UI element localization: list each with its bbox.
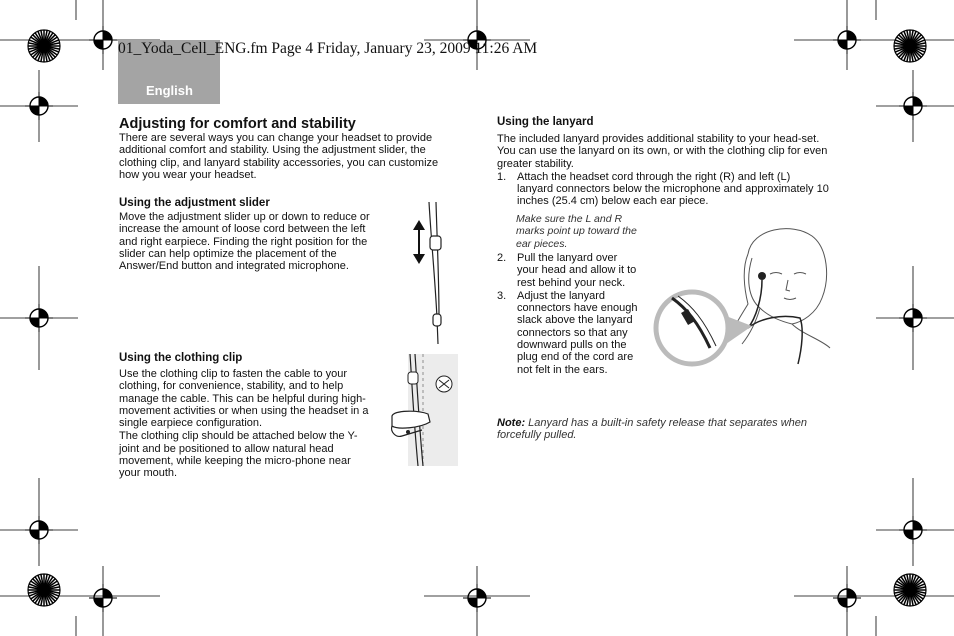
adjustment-slider-text: Move the adjustment slider up or down to reduce or increase the amount of loose cord between the left and right earpiece. Finding the right position for the slider can help optimize the placement of the Answer/End button and integrated microphone. — [119, 211, 370, 273]
lanyard-steps-continued — [497, 252, 639, 376]
note-label: Note: — [497, 417, 526, 429]
note-text: Lanyard has a built-in safety release that separates when forcefully pulled. — [497, 417, 808, 442]
clothing-clip-heading: Using the clothing clip — [119, 352, 243, 364]
adjustment-slider-heading: Using the adjustment slider — [119, 197, 270, 209]
lanyard-intro: The included lanyard provides additional stability to your head-set. You can use the lanyard on its own, or with the clothing clip for even greater stability. — [497, 133, 828, 170]
clothing-clip-illustration — [388, 354, 458, 466]
lanyard-hint: Make sure the L and R marks point up toward the ear pieces. — [516, 213, 637, 250]
note — [497, 417, 837, 442]
clothing-clip-section — [119, 352, 369, 480]
intro-paragraph: There are several ways you can change your headset to provide additional comfort and stability. Using the adjustment slider, the clothing clip, and lanyard stability accessories, you can customize how you wear your headset. — [119, 132, 439, 181]
clothing-clip-text-2: The clothing clip should be attached below the Y-joint and be positioned to allow natural head movement, while keeping the micro-phone near your mouth. — [119, 430, 358, 480]
section-title — [119, 116, 459, 181]
lanyard-section — [497, 116, 837, 208]
clothing-clip-text-1: Use the clothing clip to fasten the cable to your clothing, for convenience, stability, and to help manage the cable. This can be helpful during high-movement activities or when using the headset in a single earpiece configuration. — [119, 368, 369, 430]
page-title: Adjusting for comfort and stability — [119, 116, 356, 132]
list-item: 1. Attach the headset cord through the right (R) and left (L) lanyard connectors below the microphone and approximately 10 inches (25.4 cm) below each ear piece. — [497, 170, 829, 208]
list-item: 3. Adjust the lanyard connectors have enough slack above the lanyard connectors so that any downward pulls on the plug end of the cord are not felt in the ears. — [497, 289, 638, 376]
adjustment-slider-section — [119, 197, 381, 272]
language-tab-label: English — [146, 83, 193, 98]
file-info-line: 01_Yoda_Cell_ENG.fm Page 4 Friday, January 23, 2009 11:26 AM — [118, 40, 538, 57]
lanyard-steps — [497, 171, 837, 208]
list-item: 2. Pull the lanyard over your head and allow it to rest behind your neck. — [497, 252, 637, 289]
lanyard-heading: Using the lanyard — [497, 116, 594, 128]
adjustment-slider-illustration — [405, 198, 455, 346]
lanyard-illustration — [652, 218, 832, 368]
